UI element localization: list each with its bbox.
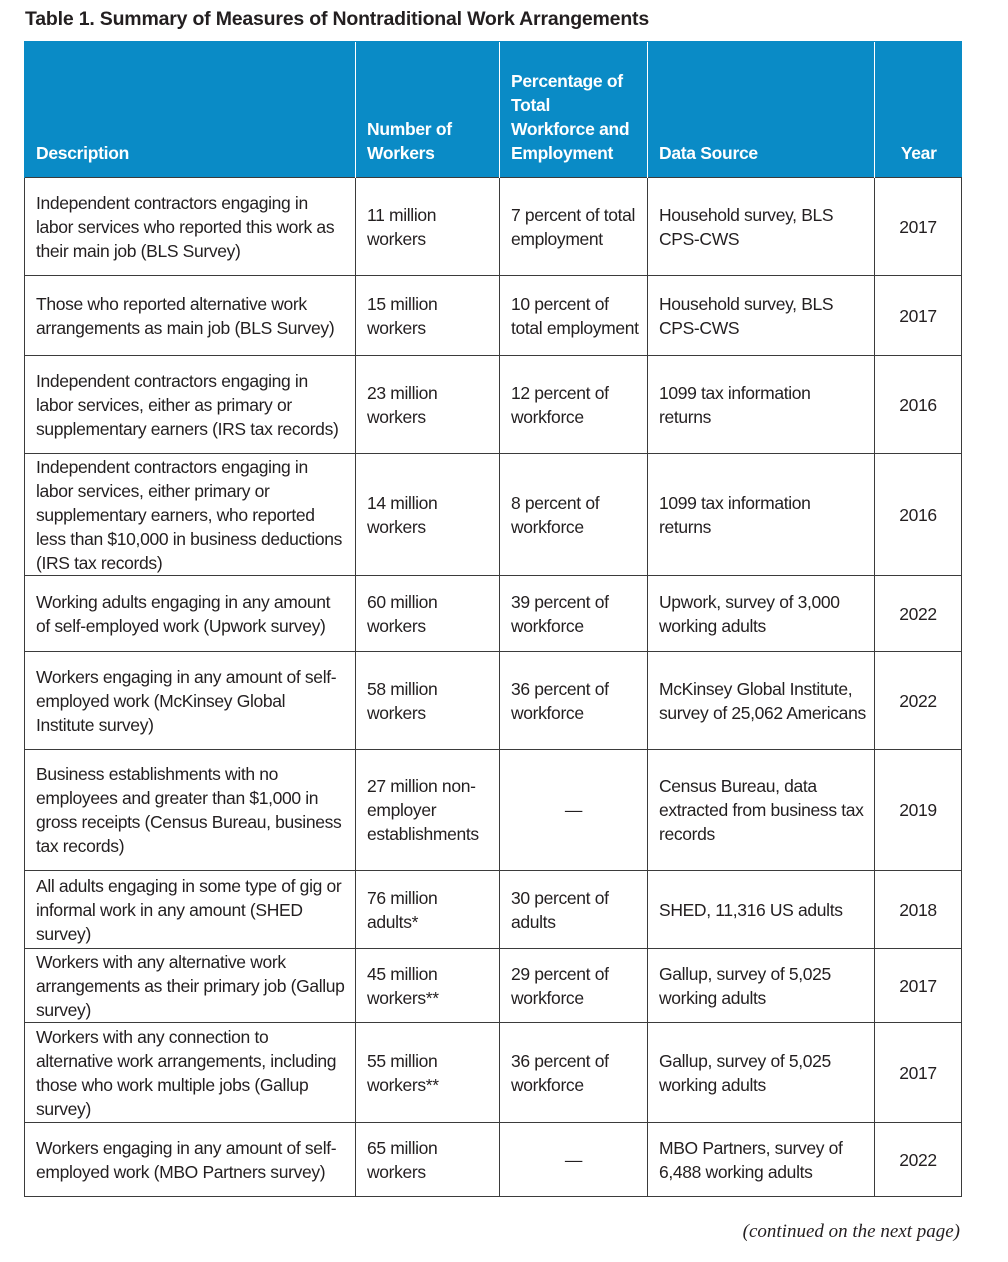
cell-percentage: — <box>500 750 648 871</box>
cell-year: 2017 <box>875 1023 962 1123</box>
cell-percentage: 7 percent of total employment <box>500 178 648 276</box>
table-row <box>25 1123 962 1197</box>
cell-data-source: Household survey, BLS CPS-CWS <box>648 276 875 356</box>
table-title: Table 1. Summary of Measures of Nontraditional Work Arrangements <box>25 8 649 30</box>
continued-note: (continued on the next page) <box>742 1221 960 1242</box>
cell-data-source: Gallup, survey of 5,025 working adults <box>648 949 875 1023</box>
header-description: Description <box>25 42 356 178</box>
table-row <box>25 178 962 276</box>
table-row <box>25 356 962 454</box>
cell-number-of-workers: 14 million workers <box>356 454 500 576</box>
cell-number-of-workers: 58 million workers <box>356 652 500 750</box>
cell-year: 2022 <box>875 1123 962 1197</box>
cell-number-of-workers: 65 million workers <box>356 1123 500 1197</box>
cell-data-source: MBO Partners, survey of 6,488 working adults <box>648 1123 875 1197</box>
cell-data-source: Household survey, BLS CPS-CWS <box>648 178 875 276</box>
cell-data-source: SHED, 11,316 US adults <box>648 871 875 949</box>
cell-year: 2017 <box>875 178 962 276</box>
header-row <box>25 42 962 178</box>
cell-year: 2017 <box>875 949 962 1023</box>
cell-description: Business establishments with no employees and greater than $1,000 in gross receipts (Census Bureau, business tax records) <box>25 750 356 871</box>
cell-number-of-workers: 11 million workers <box>356 178 500 276</box>
cell-description: Independent contractors engaging in labor services who reported this work as their main job (BLS Survey) <box>25 178 356 276</box>
cell-description: Workers engaging in any amount of self-employed work (McKinsey Global Institute survey) <box>25 652 356 750</box>
cell-number-of-workers: 27 million non-employer establishments <box>356 750 500 871</box>
cell-description: Workers with any alternative work arrangements as their primary job (Gallup survey) <box>25 949 356 1023</box>
table-row <box>25 454 962 576</box>
cell-year: 2018 <box>875 871 962 949</box>
cell-number-of-workers: 60 million workers <box>356 576 500 652</box>
cell-description: All adults engaging in some type of gig or informal work in any amount (SHED survey) <box>25 871 356 949</box>
table-row <box>25 871 962 949</box>
cell-percentage: 36 percent of workforce <box>500 652 648 750</box>
cell-description: Those who reported alternative work arrangements as main job (BLS Survey) <box>25 276 356 356</box>
cell-data-source: Upwork, survey of 3,000 working adults <box>648 576 875 652</box>
cell-year: 2022 <box>875 652 962 750</box>
cell-year: 2016 <box>875 454 962 576</box>
cell-percentage: 39 percent of workforce <box>500 576 648 652</box>
header-year: Year <box>875 42 962 178</box>
cell-percentage: 12 percent of workforce <box>500 356 648 454</box>
cell-description: Independent contractors engaging in labor services, either as primary or supplementary earners (IRS tax records) <box>25 356 356 454</box>
table-row <box>25 1023 962 1123</box>
header-percentage: Percentage of Total Workforce and Employment <box>500 42 648 178</box>
cell-data-source: Gallup, survey of 5,025 working adults <box>648 1023 875 1123</box>
cell-percentage: — <box>500 1123 648 1197</box>
cell-description: Working adults engaging in any amount of self-employed work (Upwork survey) <box>25 576 356 652</box>
table-row <box>25 652 962 750</box>
cell-percentage: 36 percent of workforce <box>500 1023 648 1123</box>
cell-data-source: 1099 tax information returns <box>648 454 875 576</box>
cell-year: 2016 <box>875 356 962 454</box>
cell-percentage: 8 percent of workforce <box>500 454 648 576</box>
table-row <box>25 576 962 652</box>
cell-data-source: Census Bureau, data extracted from business tax records <box>648 750 875 871</box>
cell-data-source: 1099 tax information returns <box>648 356 875 454</box>
cell-number-of-workers: 76 million adults* <box>356 871 500 949</box>
summary-table <box>24 41 962 1197</box>
cell-description: Workers with any connection to alternative work arrangements, including those who work multiple jobs (Gallup survey) <box>25 1023 356 1123</box>
cell-percentage: 29 percent of workforce <box>500 949 648 1023</box>
cell-number-of-workers: 55 million workers** <box>356 1023 500 1123</box>
table-row <box>25 750 962 871</box>
table-row <box>25 276 962 356</box>
cell-data-source: McKinsey Global Institute, survey of 25,062 Americans <box>648 652 875 750</box>
cell-description: Independent contractors engaging in labor services, either primary or supplementary earners, who reported less than $10,000 in business deductions (IRS tax records) <box>25 454 356 576</box>
header-number-of-workers: Number of Workers <box>356 42 500 178</box>
cell-description: Workers engaging in any amount of self-employed work (MBO Partners survey) <box>25 1123 356 1197</box>
cell-year: 2022 <box>875 576 962 652</box>
cell-number-of-workers: 15 million workers <box>356 276 500 356</box>
cell-number-of-workers: 23 million workers <box>356 356 500 454</box>
cell-number-of-workers: 45 million workers** <box>356 949 500 1023</box>
cell-percentage: 10 percent of total employment <box>500 276 648 356</box>
cell-year: 2017 <box>875 276 962 356</box>
table-row <box>25 949 962 1023</box>
header-data-source: Data Source <box>648 42 875 178</box>
cell-percentage: 30 percent of adults <box>500 871 648 949</box>
cell-year: 2019 <box>875 750 962 871</box>
